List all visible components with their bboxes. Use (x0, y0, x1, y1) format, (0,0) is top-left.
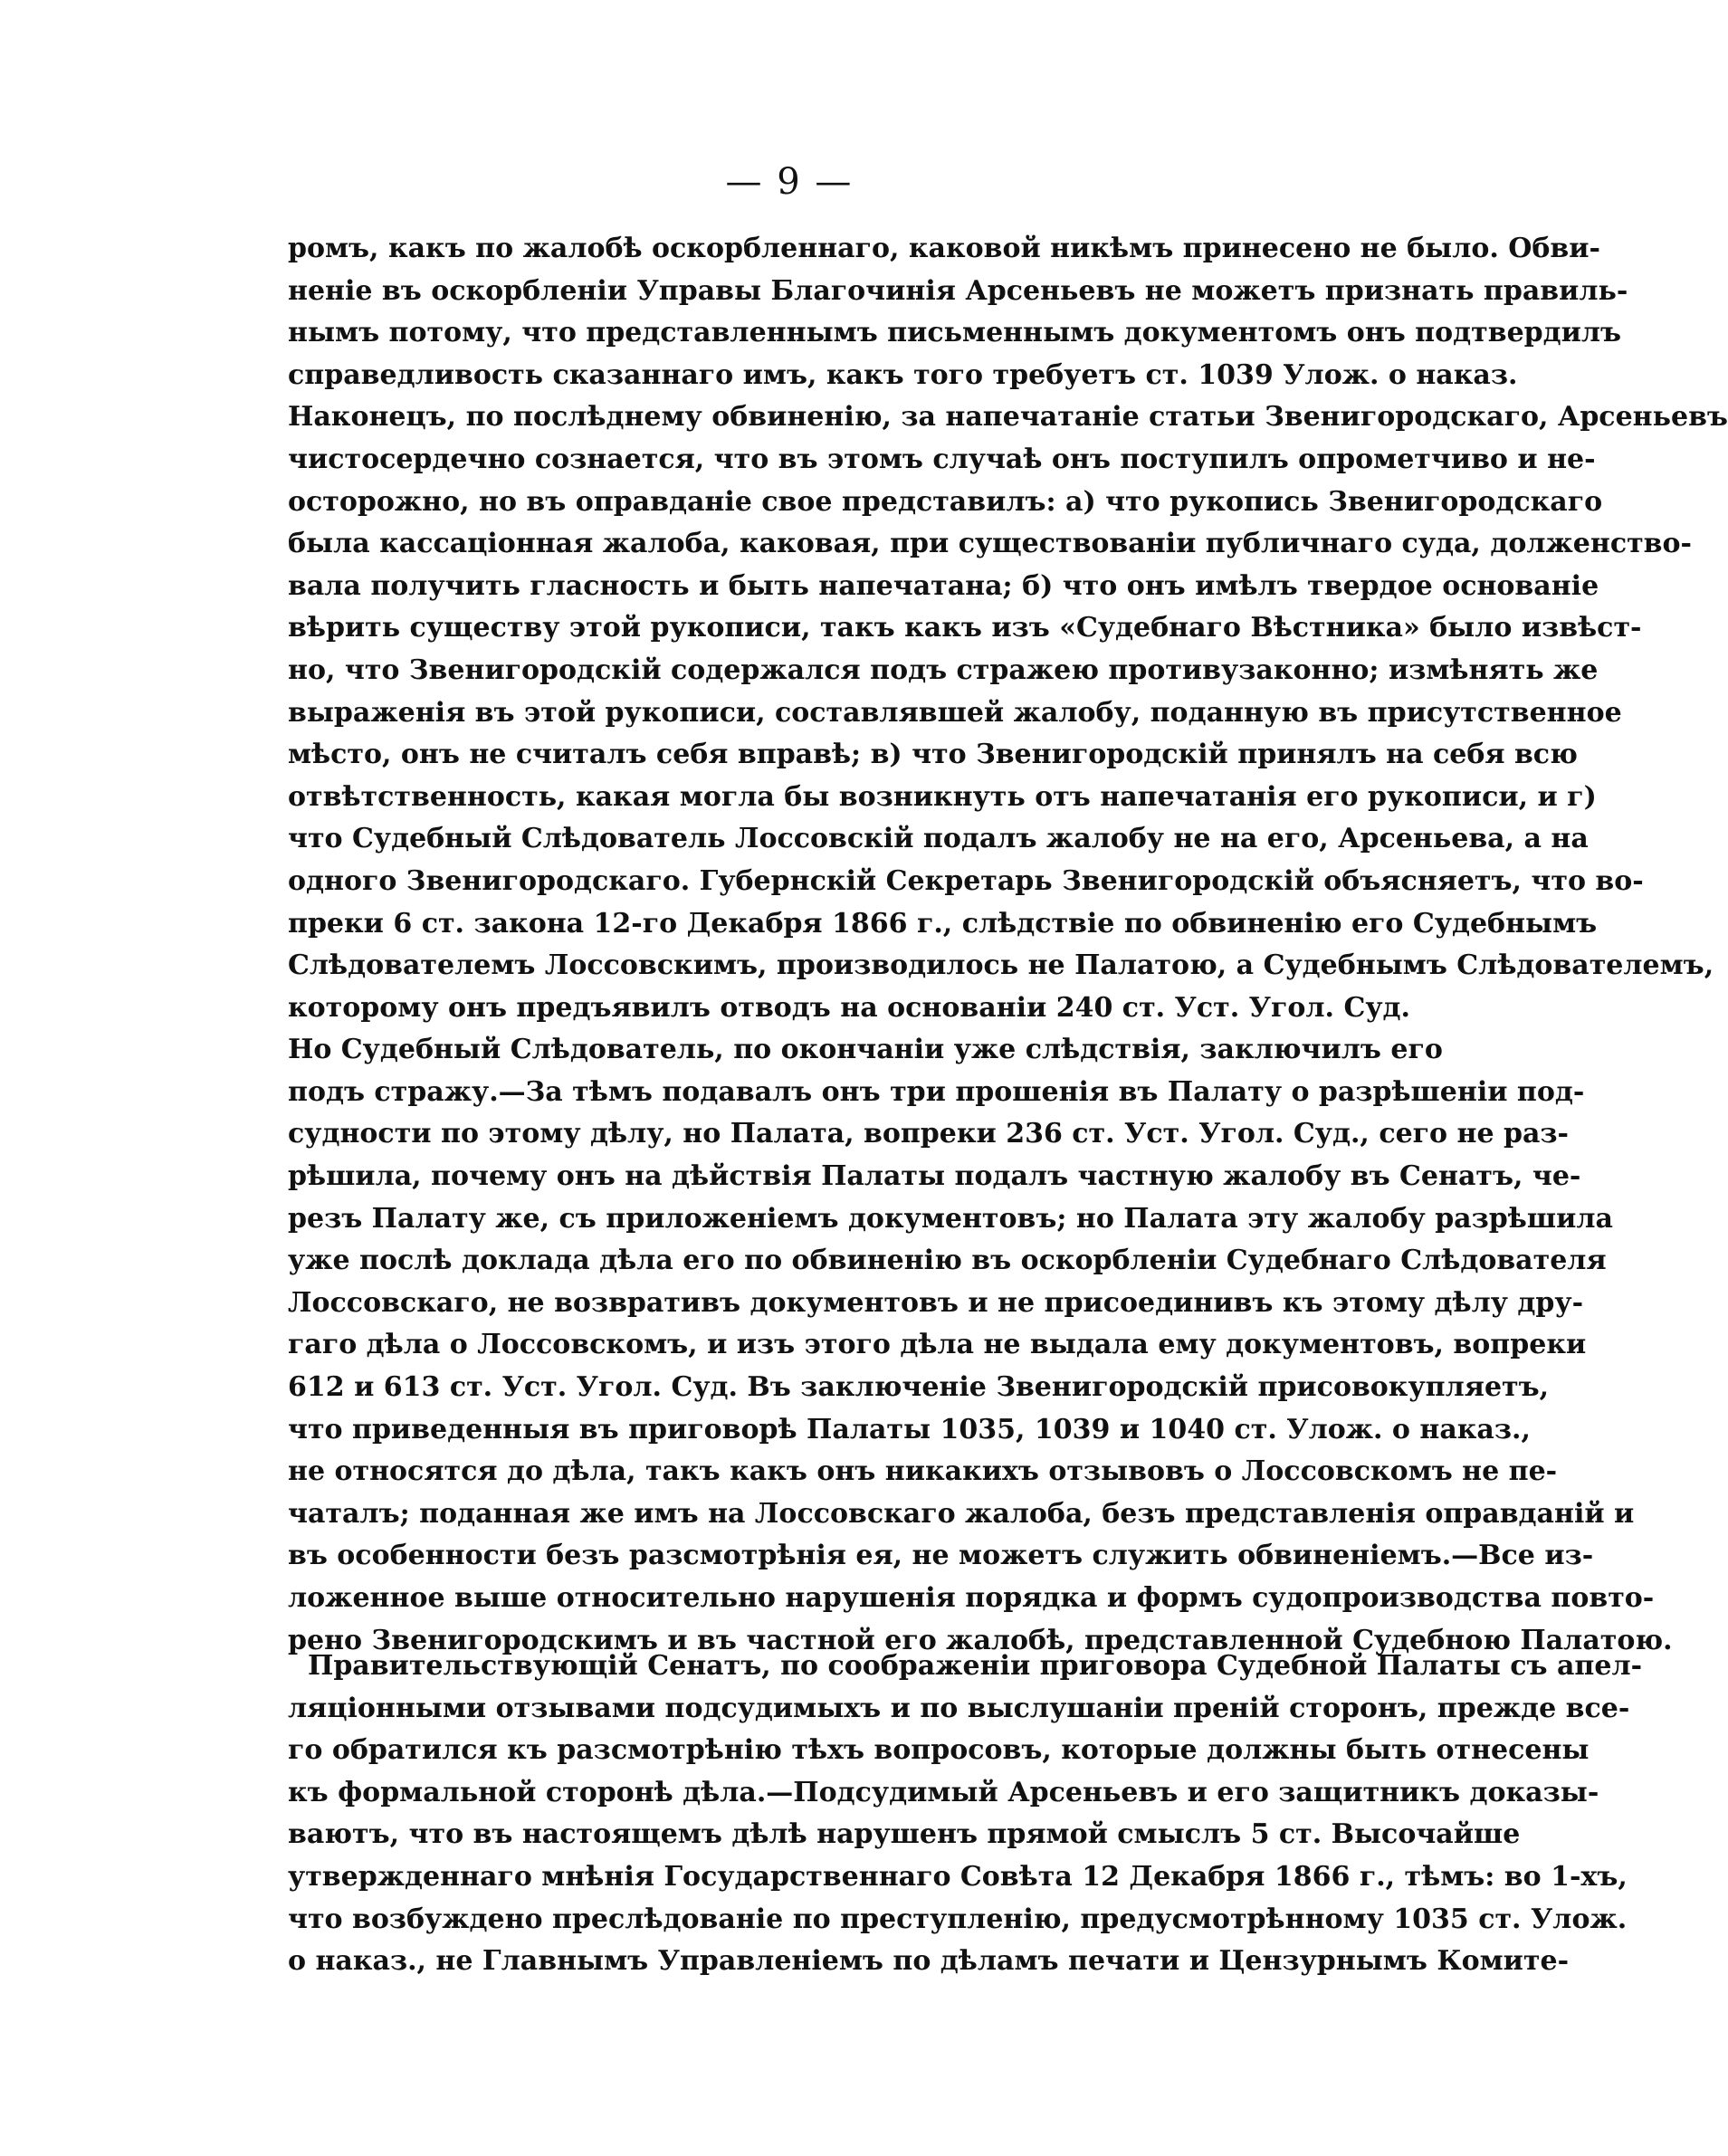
text-line: судности по этому дѣлу, но Палата, вопреки 236 ст. Уст. Угол. Суд., сего не раз- (288, 1118, 1570, 1150)
text-line: что приведенныя въ приговорѣ Палаты 1035, 1039 и 1040 ст. Улож. о наказ., (288, 1413, 1531, 1445)
text-line: отвѣтственность, какая могла бы возникнуть отъ напечатанія его рукописи, и г) (288, 780, 1597, 813)
text-line: выраженія въ этой рукописи, составлявшей жалобу, поданную въ присутственное (288, 696, 1622, 729)
text-line: ромъ, какъ по жалобѣ оскорбленнаго, каковой никѣмъ принесено не было. Обви- (288, 233, 1600, 264)
text-line: гаго дѣла о Лоссовскомъ, и изъ этого дѣла не выдала ему документовъ, вопреки (288, 1329, 1587, 1361)
text-line: одного Звенигородскаго. Губернскій Секретарь Звенигородскій объясняетъ, что во- (288, 864, 1644, 897)
text-line: преки 6 ст. закона 12-го Декабря 1866 г., слѣдствіе по обвиненію его Судебнымъ (288, 907, 1598, 940)
text-line: рено Звенигородскимъ и въ частной его жалобѣ, представленной Судебною Палатою. (288, 1624, 1673, 1656)
text-line: рѣшила, почему онъ на дѣйствія Палаты подалъ частную жалобу въ Сенатъ, че- (288, 1160, 1581, 1193)
text-line: резъ Палату же, съ приложеніемъ документовъ; но Палата эту жалобу разрѣшила (288, 1202, 1613, 1235)
text-line: что возбуждено преслѣдованіе по преступленію, предусмотрѣнному 1035 ст. Улож. (288, 1903, 1628, 1935)
text-line: утвержденнаго мнѣнія Государственнаго Совѣта 12 Декабря 1866 г., тѣмъ: во 1-хъ, (288, 1860, 1628, 1893)
text-line: 612 и 613 ст. Уст. Угол. Суд. Въ заключеніе Звенигородскій присовокупляетъ, (288, 1371, 1550, 1404)
text-line: къ формальной сторонѣ дѣла.—Подсудимый Арсеньевъ и его защитникъ доказы- (288, 1776, 1599, 1808)
text-line: осторожно, но въ оправданіе свое представилъ: а) что рукопись Звенигородскаго (288, 485, 1603, 518)
text-line: ложенное выше относительно нарушенія порядка и формъ судопроизводства повто- (288, 1582, 1655, 1614)
text-line: которому онъ предъявилъ отводъ на основаніи 240 ст. Уст. Угол. Суд. (288, 991, 1410, 1024)
text-line: Слѣдователемъ Лоссовскимъ, производилось не Палатою, а Судебнымъ Слѣдователемъ, (288, 949, 1714, 982)
paragraph-2 (288, 1646, 1643, 1983)
text-line: справедливость сказаннаго имъ, какъ того требуетъ ст. 1039 Улож. о наказ. (288, 358, 1518, 391)
text-line: была кассаціонная жалоба, каковая, при существованіи публичнаго суда, долженство- (288, 528, 1692, 560)
text-line: мѣсто, онъ не считалъ себя вправѣ; в) что Звенигородскій принялъ на себя всю (288, 739, 1578, 771)
paragraph-1 (288, 228, 1728, 1662)
text-line: о наказ., не Главнымъ Управленіемъ по дѣламъ печати и Цензурнымъ Комите- (288, 1945, 1570, 1978)
text-line: чаталъ; поданная же имъ на Лоссовскаго жалоба, безъ представленія оправданій и (288, 1497, 1635, 1530)
text-line: го обратился къ разсмотрѣнію тѣхъ вопросовъ, которые должны быть отнесены (288, 1734, 1590, 1767)
text-line: вала получить гласность и быть напечатана; б) что онъ имѣлъ твердое основаніе (288, 569, 1599, 602)
text-line: ляціонными отзывами подсудимыхъ и по выслушаніи преній сторонъ, прежде все- (288, 1692, 1630, 1724)
text-line: ваютъ, что въ настоящемъ дѣлѣ нарушенъ прямой смыслъ 5 ст. Высочайше (288, 1818, 1521, 1851)
text-line: Лоссовскаго, не возвративъ документовъ и не присоединивъ къ этому дѣлу дру- (288, 1286, 1584, 1319)
text-line: въ особенности безъ разсмотрѣнія ея, не можетъ служить обвиненіемъ.—Все из- (288, 1540, 1594, 1572)
page-number: — 9 — (725, 161, 854, 203)
text-line: неніе въ оскорбленіи Управы Благочинія Арсеньевъ не можетъ признать правиль- (288, 274, 1628, 307)
text-line: Правительствующій Сенатъ, по соображеніи приговора Судебной Палаты съ апел- (308, 1650, 1643, 1682)
text-line: не относятся до дѣла, такъ какъ онъ никакихъ отзывовъ о Лоссовскомъ не пе- (288, 1455, 1558, 1488)
text-line: уже послѣ доклада дѣла его по обвиненію въ оскорбленіи Судебнаго Слѣдователя (288, 1245, 1607, 1277)
text-line: подъ стражу.—За тѣмъ подавалъ онъ три прошенія въ Палату о разрѣшеніи под- (288, 1075, 1585, 1108)
text-line: нымъ потому, что представленнымъ письменнымъ документомъ онъ подтвердилъ (288, 317, 1622, 349)
text-line: Наконецъ, по послѣднему обвиненію, за напечатаніе статьи Звенигородскаго, Арсеньевъ (288, 401, 1728, 434)
text-line: Но Судебный Слѣдователь, по окончаніи уже слѣдствія, заключилъ его (288, 1034, 1443, 1066)
text-line: чистосердечно сознается, что въ этомъ случаѣ онъ поступилъ опрометчиво и не- (288, 443, 1596, 475)
text-line: но, что Звенигородскій содержался подъ стражею противузаконно; измѣнять же (288, 653, 1599, 686)
text-line: что Судебный Слѣдователь Лоссовскій подалъ жалобу не на его, Арсеньева, а на (288, 823, 1589, 855)
text-line: вѣрить существу этой рукописи, такъ какъ изъ «Судебнаго Вѣстника» было извѣст- (288, 612, 1642, 644)
